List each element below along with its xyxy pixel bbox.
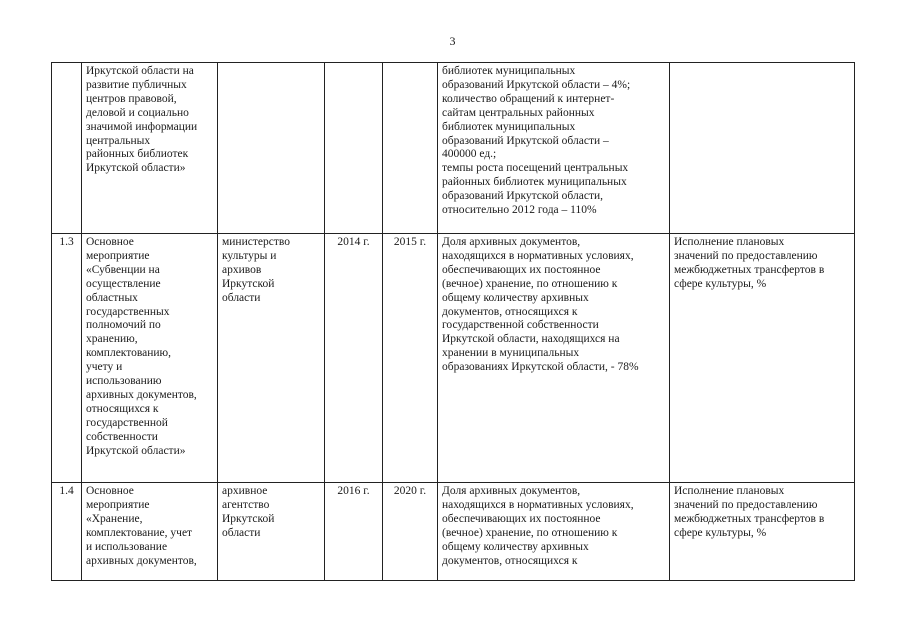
cell-number: 1.4 bbox=[52, 483, 82, 581]
text-line: находящихся в нормативных условиях, bbox=[442, 498, 634, 511]
text-line: Иркутской bbox=[222, 277, 275, 290]
text-line: хранению, bbox=[86, 333, 138, 346]
text-line: государственной bbox=[86, 416, 168, 429]
text-line: осуществление bbox=[86, 277, 161, 290]
text-line: документов, относящихся к bbox=[442, 305, 578, 318]
text-line: районных библиотек bbox=[86, 148, 189, 161]
text-line: Доля архивных документов, bbox=[442, 485, 581, 497]
text-line: хранении в муниципальных bbox=[442, 347, 580, 360]
cell-relation bbox=[670, 63, 855, 234]
page-number: 3 bbox=[449, 34, 456, 48]
cell-indicators bbox=[438, 63, 670, 234]
text-line: деловой и социально bbox=[86, 106, 189, 119]
text-line: общему количеству архивных bbox=[442, 291, 589, 304]
cell-relation bbox=[670, 234, 855, 483]
text-line: документов, относящихся к bbox=[442, 554, 578, 567]
text-line: архивных документов, bbox=[86, 554, 197, 567]
text-line: Иркутской bbox=[222, 512, 275, 525]
cell-start-year bbox=[325, 63, 383, 234]
text-line: 400000 ед.; bbox=[442, 148, 497, 161]
text-line: образований Иркутской области, bbox=[442, 190, 603, 203]
text-line: центральных bbox=[86, 134, 151, 147]
text-line: мероприятие bbox=[86, 498, 150, 511]
table-row bbox=[52, 63, 855, 234]
text-line: значений по предоставлению bbox=[674, 498, 818, 511]
text-line: Доля архивных документов, bbox=[442, 236, 581, 248]
text-line: библиотек муниципальных bbox=[442, 65, 576, 77]
text-line: государственных bbox=[86, 305, 170, 318]
text-line: области bbox=[222, 291, 261, 304]
text-line: развитие публичных bbox=[86, 78, 187, 91]
text-line: обеспечивающих их постоянное bbox=[442, 263, 601, 276]
text-line: архивное bbox=[222, 485, 268, 497]
text-line: обеспечивающих их постоянное bbox=[442, 512, 601, 525]
cell-number: 1.3 bbox=[52, 234, 82, 483]
text-line: межбюджетных трансфертов в bbox=[674, 512, 825, 525]
text-line: Иркутской области» bbox=[86, 444, 186, 457]
text-line: полномочий по bbox=[86, 319, 161, 332]
cell-start-year: 2014 г. bbox=[325, 234, 383, 483]
text-line: собственности bbox=[86, 430, 158, 443]
cell-executor bbox=[218, 63, 325, 234]
cell-end-year bbox=[383, 63, 438, 234]
text-line: относящихся к bbox=[86, 402, 159, 415]
cell-executor bbox=[218, 483, 325, 581]
text-line: общему количеству архивных bbox=[442, 540, 589, 553]
cell-number bbox=[52, 63, 82, 234]
text-line: «Субвенции на bbox=[86, 263, 160, 276]
cell-indicators bbox=[438, 483, 670, 581]
text-line: образованиях Иркутской области, - 78% bbox=[442, 361, 639, 374]
cell-start-year: 2016 г. bbox=[325, 483, 383, 581]
text-line: межбюджетных трансфертов в bbox=[674, 263, 825, 276]
text-line: архивных документов, bbox=[86, 388, 197, 401]
text-line: (вечное) хранение, по отношению к bbox=[442, 526, 618, 539]
text-line: образований Иркутской области – bbox=[442, 134, 609, 147]
program-table bbox=[51, 62, 855, 581]
cell-activity-name bbox=[82, 63, 218, 234]
cell-activity-name bbox=[82, 234, 218, 483]
table-row bbox=[52, 483, 855, 581]
table-row bbox=[52, 234, 855, 483]
text-line: Иркутской области» bbox=[86, 162, 186, 175]
text-line: Основное bbox=[86, 485, 134, 497]
text-line: значений по предоставлению bbox=[674, 249, 818, 262]
text-line: библиотек муниципальных bbox=[442, 120, 576, 133]
text-line: районных библиотек муниципальных bbox=[442, 176, 627, 189]
text-line: сфере культуры, % bbox=[674, 277, 767, 290]
text-line: комплектование, учет bbox=[86, 526, 193, 539]
text-line: Исполнение плановых bbox=[674, 236, 785, 248]
text-line: Основное bbox=[86, 236, 134, 248]
text-line: количество обращений к интернет- bbox=[442, 92, 615, 105]
text-line: мероприятие bbox=[86, 249, 150, 262]
text-line: комплектованию, bbox=[86, 347, 172, 360]
cell-relation bbox=[670, 483, 855, 581]
text-line: области bbox=[222, 526, 261, 539]
text-line: государственной собственности bbox=[442, 319, 599, 332]
text-line: министерство bbox=[222, 236, 290, 248]
text-line: образований Иркутской области – 4%; bbox=[442, 78, 631, 91]
text-line: культуры и bbox=[222, 249, 277, 262]
text-line: относительно 2012 года – 110% bbox=[442, 204, 597, 217]
text-line: учету и bbox=[86, 361, 123, 374]
text-line: (вечное) хранение, по отношению к bbox=[442, 277, 618, 290]
cell-activity-name bbox=[82, 483, 218, 581]
cell-executor bbox=[218, 234, 325, 483]
text-line: Иркутской области на bbox=[86, 65, 194, 77]
text-line: областных bbox=[86, 291, 138, 304]
text-line: агентство bbox=[222, 498, 270, 511]
text-line: находящихся в нормативных условиях, bbox=[442, 249, 634, 262]
cell-end-year: 2015 г. bbox=[383, 234, 438, 483]
text-line: «Хранение, bbox=[86, 512, 143, 525]
cell-indicators bbox=[438, 234, 670, 483]
text-line: использованию bbox=[86, 375, 162, 388]
text-line: сайтам центральных районных bbox=[442, 106, 595, 119]
text-line: значимой информации bbox=[86, 120, 198, 133]
text-line: центров правовой, bbox=[86, 92, 177, 105]
text-line: архивов bbox=[222, 263, 262, 276]
text-line: и использование bbox=[86, 540, 168, 553]
cell-end-year: 2020 г. bbox=[383, 483, 438, 581]
text-line: Иркутской области, находящихся на bbox=[442, 333, 620, 346]
text-line: темпы роста посещений центральных bbox=[442, 162, 629, 175]
text-line: сфере культуры, % bbox=[674, 526, 767, 539]
text-line: Исполнение плановых bbox=[674, 485, 785, 497]
